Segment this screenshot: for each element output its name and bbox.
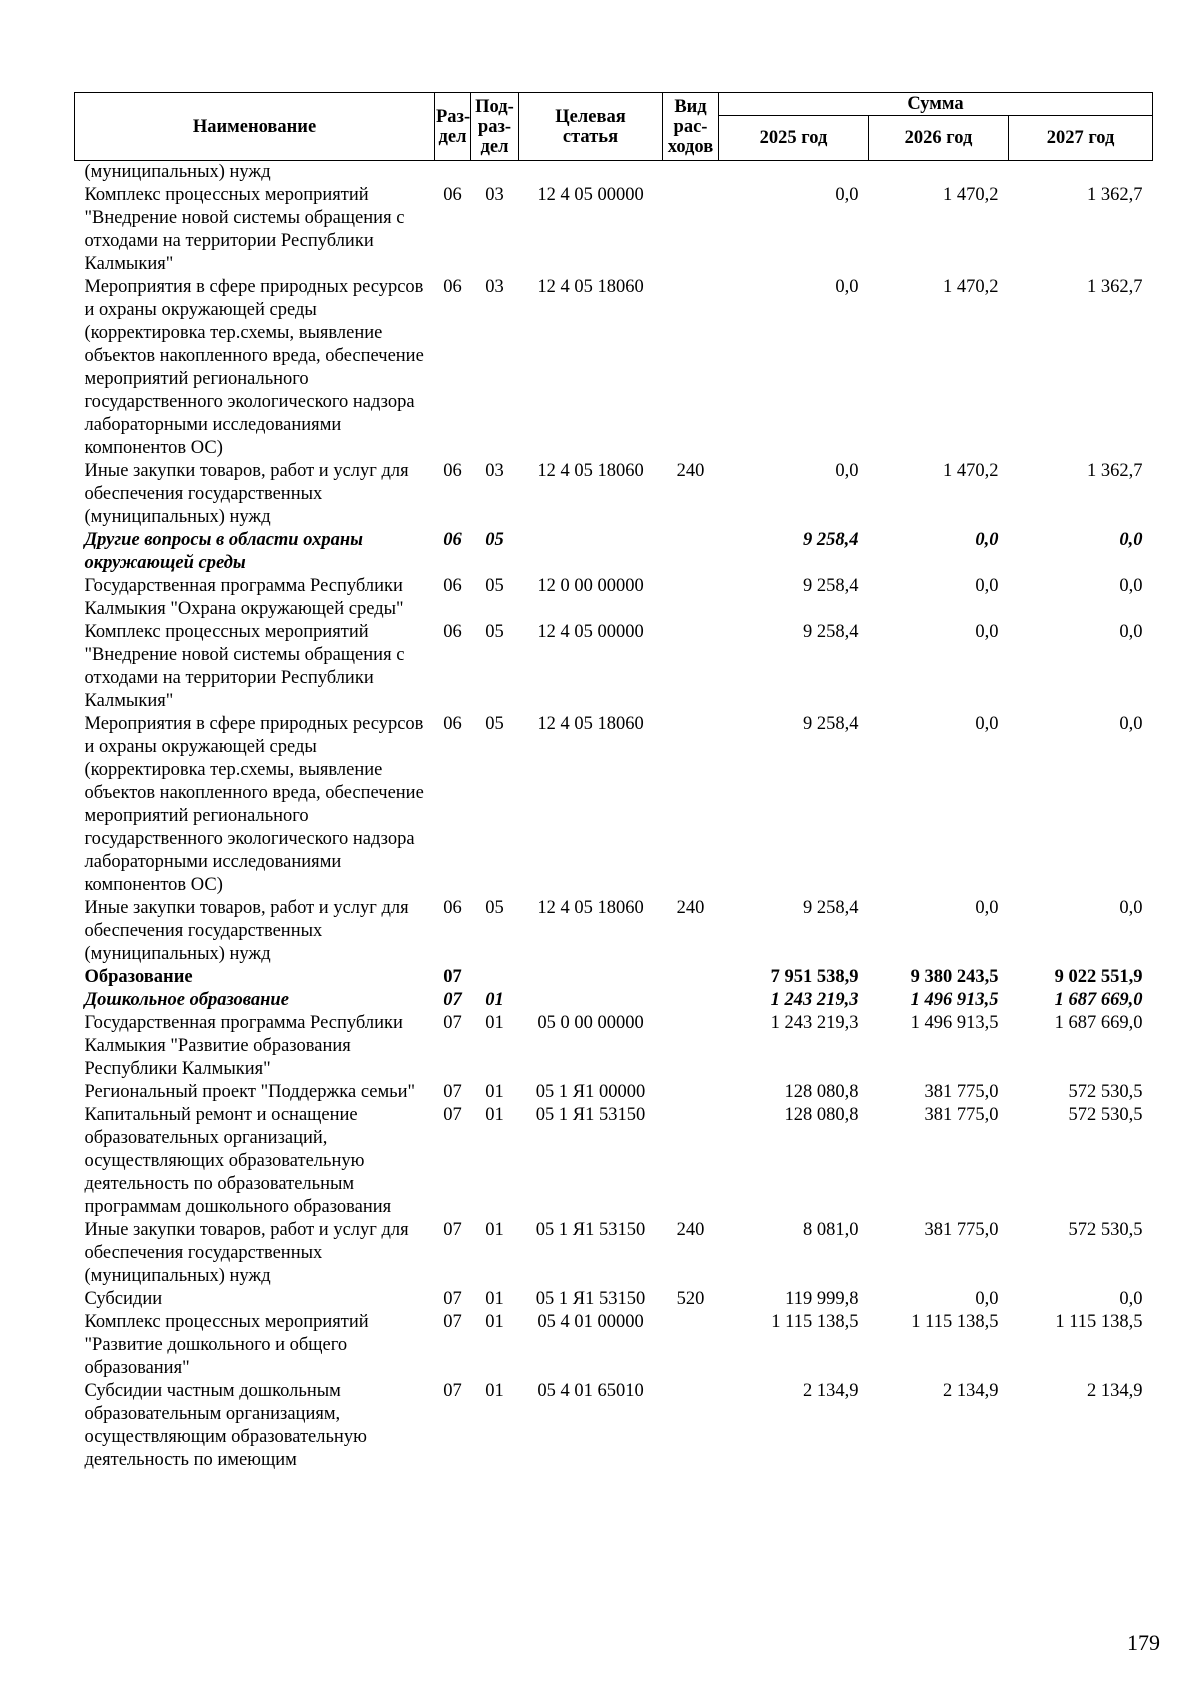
row-podrazdel: 03 bbox=[485, 277, 504, 297]
row-podrazdel: 01 bbox=[485, 1013, 504, 1033]
row-razdel: 06 bbox=[443, 714, 462, 734]
row-sum-2026: 381 775,0 bbox=[924, 1082, 999, 1102]
row-razdel: 07 bbox=[443, 1381, 462, 1401]
header-podrazdel: Под- раз- дел bbox=[471, 93, 519, 161]
row-vid-rashodov bbox=[663, 621, 719, 713]
row-celevaya-statya bbox=[519, 161, 663, 185]
row-celevaya-statya bbox=[519, 529, 663, 575]
row-razdel: 06 bbox=[443, 576, 462, 596]
row-razdel: 07 bbox=[443, 1312, 462, 1332]
row-razdel: 06 bbox=[443, 622, 462, 642]
row-podrazdel: 05 bbox=[485, 898, 504, 918]
row-celevaya-statya: 12 4 05 00000 bbox=[537, 185, 644, 205]
row-name: Образование bbox=[84, 967, 193, 987]
row-razdel: 07 bbox=[443, 1013, 462, 1033]
row-vid-rashodov bbox=[663, 966, 719, 989]
row-sum-2026: 0,0 bbox=[975, 622, 999, 642]
table-row bbox=[75, 575, 1153, 621]
row-name: Региональный проект "Поддержка семьи" bbox=[84, 1082, 416, 1102]
row-podrazdel: 01 bbox=[485, 1082, 504, 1102]
row-vid-rashodov: 240 bbox=[676, 461, 705, 481]
row-sum-2026: 0,0 bbox=[975, 1289, 999, 1309]
table-row bbox=[75, 1380, 1153, 1472]
row-name: Комплекс процессных мероприятий "Внедрение новой системы обращения с отходами на территории Республики Калмыкия" bbox=[84, 185, 405, 274]
row-razdel: 06 bbox=[443, 530, 462, 550]
header-year-2025: 2025 год bbox=[719, 116, 869, 161]
row-podrazdel: 01 bbox=[485, 1105, 504, 1125]
row-celevaya-statya: 12 0 00 00000 bbox=[537, 576, 644, 596]
row-name: Комплекс процессных мероприятий "Внедрение новой системы обращения с отходами на территории Республики Калмыкия" bbox=[84, 622, 405, 711]
table-row bbox=[75, 161, 1153, 185]
header-name: Наименование bbox=[75, 93, 435, 161]
table-row bbox=[75, 1104, 1153, 1219]
row-vid-rashodov bbox=[663, 276, 719, 460]
row-name: Субсидии bbox=[84, 1289, 163, 1309]
row-sum-2027: 0,0 bbox=[1119, 530, 1143, 550]
row-vid-rashodov: 240 bbox=[676, 1220, 705, 1240]
row-sum-2025: 7 951 538,9 bbox=[770, 967, 859, 987]
row-name: Государственная программа Республики Калмыкия "Охрана окружающей среды" bbox=[84, 576, 404, 619]
row-vid-rashodov bbox=[663, 161, 719, 185]
row-sum-2026: 0,0 bbox=[975, 576, 999, 596]
row-sum-2025: 8 081,0 bbox=[803, 1220, 859, 1240]
row-podrazdel: 05 bbox=[485, 530, 504, 550]
row-celevaya-statya: 05 4 01 65010 bbox=[537, 1381, 644, 1401]
header-year-2027: 2027 год bbox=[1009, 116, 1153, 161]
row-podrazdel: 01 bbox=[485, 990, 504, 1010]
table-header bbox=[75, 93, 1153, 161]
row-name: Комплекс процессных мероприятий "Развитие дошкольного и общего образования" bbox=[84, 1312, 369, 1378]
row-sum-2027: 0,0 bbox=[1119, 898, 1143, 918]
row-podrazdel bbox=[471, 966, 519, 989]
row-sum-2026: 1 470,2 bbox=[943, 277, 999, 297]
row-name: (муниципальных) нужд bbox=[84, 162, 271, 182]
row-podrazdel: 05 bbox=[485, 714, 504, 734]
row-vid-rashodov: 240 bbox=[676, 898, 705, 918]
row-sum-2026: 0,0 bbox=[975, 714, 999, 734]
row-sum-2027: 1 687 669,0 bbox=[1054, 990, 1143, 1010]
row-razdel: 07 bbox=[443, 1220, 462, 1240]
row-sum-2025: 0,0 bbox=[835, 461, 859, 481]
row-vid-rashodov bbox=[663, 713, 719, 897]
row-vid-rashodov bbox=[663, 1311, 719, 1380]
table-row bbox=[75, 966, 1153, 989]
row-razdel: 07 bbox=[443, 1082, 462, 1102]
table-row bbox=[75, 1288, 1153, 1311]
row-sum-2025: 128 080,8 bbox=[784, 1105, 859, 1125]
row-sum-2027: 0,0 bbox=[1119, 714, 1143, 734]
table-body bbox=[75, 161, 1153, 1473]
page-number: 179 bbox=[1127, 1630, 1160, 1655]
row-sum-2026: 9 380 243,5 bbox=[910, 967, 999, 987]
row-razdel bbox=[435, 161, 471, 185]
row-name: Другие вопросы в области охраны окружающей среды bbox=[84, 530, 363, 573]
row-celevaya-statya: 12 4 05 00000 bbox=[537, 622, 644, 642]
row-sum-2026: 1 496 913,5 bbox=[910, 1013, 999, 1033]
row-sum-2027: 0,0 bbox=[1119, 1289, 1143, 1309]
row-celevaya-statya: 05 4 01 00000 bbox=[537, 1312, 644, 1332]
row-sum-2025: 1 243 219,3 bbox=[770, 1013, 859, 1033]
row-name: Государственная программа Республики Калмыкия "Развитие образования Республики Калмыкия" bbox=[84, 1013, 403, 1079]
row-podrazdel: 05 bbox=[485, 622, 504, 642]
row-podrazdel: 01 bbox=[485, 1381, 504, 1401]
budget-table bbox=[74, 92, 1153, 1472]
row-name: Иные закупки товаров, работ и услуг для обеспечения государственных (муниципальных) нужд bbox=[84, 898, 409, 964]
row-vid-rashodov bbox=[663, 1380, 719, 1472]
header-razdel: Раз- дел bbox=[435, 93, 471, 161]
row-sum-2025: 9 258,4 bbox=[803, 714, 859, 734]
row-podrazdel: 03 bbox=[485, 461, 504, 481]
row-sum-2026: 0,0 bbox=[975, 898, 999, 918]
row-sum-2027: 572 530,5 bbox=[1068, 1105, 1143, 1125]
row-vid-rashodov bbox=[663, 1012, 719, 1081]
row-sum-2027: 0,0 bbox=[1119, 622, 1143, 642]
row-celevaya-statya: 05 0 00 00000 bbox=[537, 1013, 644, 1033]
row-vid-rashodov bbox=[663, 529, 719, 575]
row-sum-2025: 1 115 138,5 bbox=[771, 1312, 859, 1332]
row-sum-2027 bbox=[1009, 161, 1153, 185]
row-razdel: 07 bbox=[443, 990, 462, 1010]
table-row bbox=[75, 276, 1153, 460]
row-sum-2026: 381 775,0 bbox=[924, 1105, 999, 1125]
table-row bbox=[75, 1012, 1153, 1081]
row-celevaya-statya bbox=[519, 989, 663, 1012]
row-name: Мероприятия в сфере природных ресурсов и охраны окружающей среды (корректировка тер.схемы, выявление объектов накопленного вреда, обеспечение мероприятий регионального государственного экологического надзора лабораторными исследованиями компонентов ОС) bbox=[84, 714, 424, 895]
row-name: Субсидии частным дошкольным образовательным организациям, осуществляющим образовательную деятельность по имеющим bbox=[84, 1381, 367, 1470]
row-sum-2027: 1 362,7 bbox=[1087, 185, 1143, 205]
row-vid-rashodov bbox=[663, 1081, 719, 1104]
row-vid-rashodov bbox=[663, 575, 719, 621]
row-celevaya-statya: 05 1 Я1 53150 bbox=[535, 1220, 646, 1240]
row-sum-2027: 572 530,5 bbox=[1068, 1220, 1143, 1240]
row-razdel: 06 bbox=[443, 277, 462, 297]
row-podrazdel: 03 bbox=[485, 185, 504, 205]
row-sum-2027: 572 530,5 bbox=[1068, 1082, 1143, 1102]
header-year-2026: 2026 год bbox=[869, 116, 1009, 161]
row-sum-2026: 0,0 bbox=[975, 530, 999, 550]
row-podrazdel: 01 bbox=[485, 1312, 504, 1332]
row-razdel: 07 bbox=[443, 1289, 462, 1309]
table-row bbox=[75, 1219, 1153, 1288]
row-sum-2026: 1 470,2 bbox=[943, 461, 999, 481]
header-celevaya: Целевая статья bbox=[519, 93, 663, 161]
row-sum-2027: 9 022 551,9 bbox=[1054, 967, 1143, 987]
row-podrazdel: 05 bbox=[485, 576, 504, 596]
row-name: Иные закупки товаров, работ и услуг для обеспечения государственных (муниципальных) нужд bbox=[84, 1220, 409, 1286]
row-sum-2025: 9 258,4 bbox=[803, 898, 859, 918]
row-sum-2027: 1 115 138,5 bbox=[1055, 1312, 1143, 1332]
row-celevaya-statya: 12 4 05 18060 bbox=[537, 461, 644, 481]
row-sum-2026: 2 134,9 bbox=[943, 1381, 999, 1401]
row-celevaya-statya: 05 1 Я1 53150 bbox=[535, 1105, 646, 1125]
row-name: Дошкольное образование bbox=[84, 990, 289, 1010]
row-sum-2025: 119 999,8 bbox=[785, 1289, 859, 1309]
row-podrazdel bbox=[471, 161, 519, 185]
row-sum-2026: 1 496 913,5 bbox=[910, 990, 999, 1010]
table-row bbox=[75, 989, 1153, 1012]
row-celevaya-statya: 12 4 05 18060 bbox=[537, 714, 644, 734]
row-razdel: 06 bbox=[443, 898, 462, 918]
row-name: Мероприятия в сфере природных ресурсов и охраны окружающей среды (корректировка тер.схемы, выявление объектов накопленного вреда, обеспечение мероприятий регионального государственного экологического надзора лабораторными исследованиями компонентов ОС) bbox=[84, 277, 424, 458]
row-sum-2025: 9 258,4 bbox=[803, 622, 859, 642]
header-summa: Сумма bbox=[719, 93, 1153, 116]
budget-page bbox=[74, 92, 1152, 1472]
table-row bbox=[75, 460, 1153, 529]
row-sum-2026: 1 470,2 bbox=[943, 185, 999, 205]
row-vid-rashodov bbox=[663, 1104, 719, 1219]
row-podrazdel: 01 bbox=[485, 1289, 504, 1309]
row-celevaya-statya bbox=[519, 966, 663, 989]
row-sum-2027: 0,0 bbox=[1119, 576, 1143, 596]
row-sum-2025: 9 258,4 bbox=[803, 576, 859, 596]
row-sum-2026 bbox=[869, 161, 1009, 185]
row-celevaya-statya: 05 1 Я1 53150 bbox=[535, 1289, 646, 1309]
row-name: Иные закупки товаров, работ и услуг для обеспечения государственных (муниципальных) нужд bbox=[84, 461, 409, 527]
table-row bbox=[75, 529, 1153, 575]
row-sum-2027: 2 134,9 bbox=[1087, 1381, 1143, 1401]
table-row bbox=[75, 1081, 1153, 1104]
row-sum-2027: 1 687 669,0 bbox=[1054, 1013, 1143, 1033]
row-sum-2025: 1 243 219,3 bbox=[770, 990, 859, 1010]
table-row bbox=[75, 713, 1153, 897]
row-vid-rashodov bbox=[663, 184, 719, 276]
row-sum-2026: 381 775,0 bbox=[924, 1220, 999, 1240]
row-sum-2025: 128 080,8 bbox=[784, 1082, 859, 1102]
row-sum-2027: 1 362,7 bbox=[1087, 277, 1143, 297]
row-sum-2025: 2 134,9 bbox=[803, 1381, 859, 1401]
row-sum-2026: 1 115 138,5 bbox=[911, 1312, 999, 1332]
row-razdel: 07 bbox=[443, 967, 462, 987]
table-row bbox=[75, 897, 1153, 966]
table-row bbox=[75, 1311, 1153, 1380]
row-celevaya-statya: 12 4 05 18060 bbox=[537, 898, 644, 918]
row-razdel: 06 bbox=[443, 461, 462, 481]
row-sum-2025: 0,0 bbox=[835, 185, 859, 205]
row-razdel: 06 bbox=[443, 185, 462, 205]
row-sum-2025: 0,0 bbox=[835, 277, 859, 297]
table-row bbox=[75, 184, 1153, 276]
table-row bbox=[75, 621, 1153, 713]
row-vid-rashodov: 520 bbox=[676, 1289, 705, 1309]
row-sum-2025 bbox=[719, 161, 869, 185]
row-celevaya-statya: 12 4 05 18060 bbox=[537, 277, 644, 297]
row-name: Капитальный ремонт и оснащение образовательных организаций, осуществляющих образовательную деятельность по образовательным программам дошкольного образования bbox=[84, 1105, 392, 1217]
header-vid: Вид рас- ходов bbox=[663, 93, 719, 161]
row-razdel: 07 bbox=[443, 1105, 462, 1125]
row-celevaya-statya: 05 1 Я1 00000 bbox=[535, 1082, 646, 1102]
row-sum-2025: 9 258,4 bbox=[803, 530, 859, 550]
row-podrazdel: 01 bbox=[485, 1220, 504, 1240]
row-sum-2027: 1 362,7 bbox=[1087, 461, 1143, 481]
row-vid-rashodov bbox=[663, 989, 719, 1012]
